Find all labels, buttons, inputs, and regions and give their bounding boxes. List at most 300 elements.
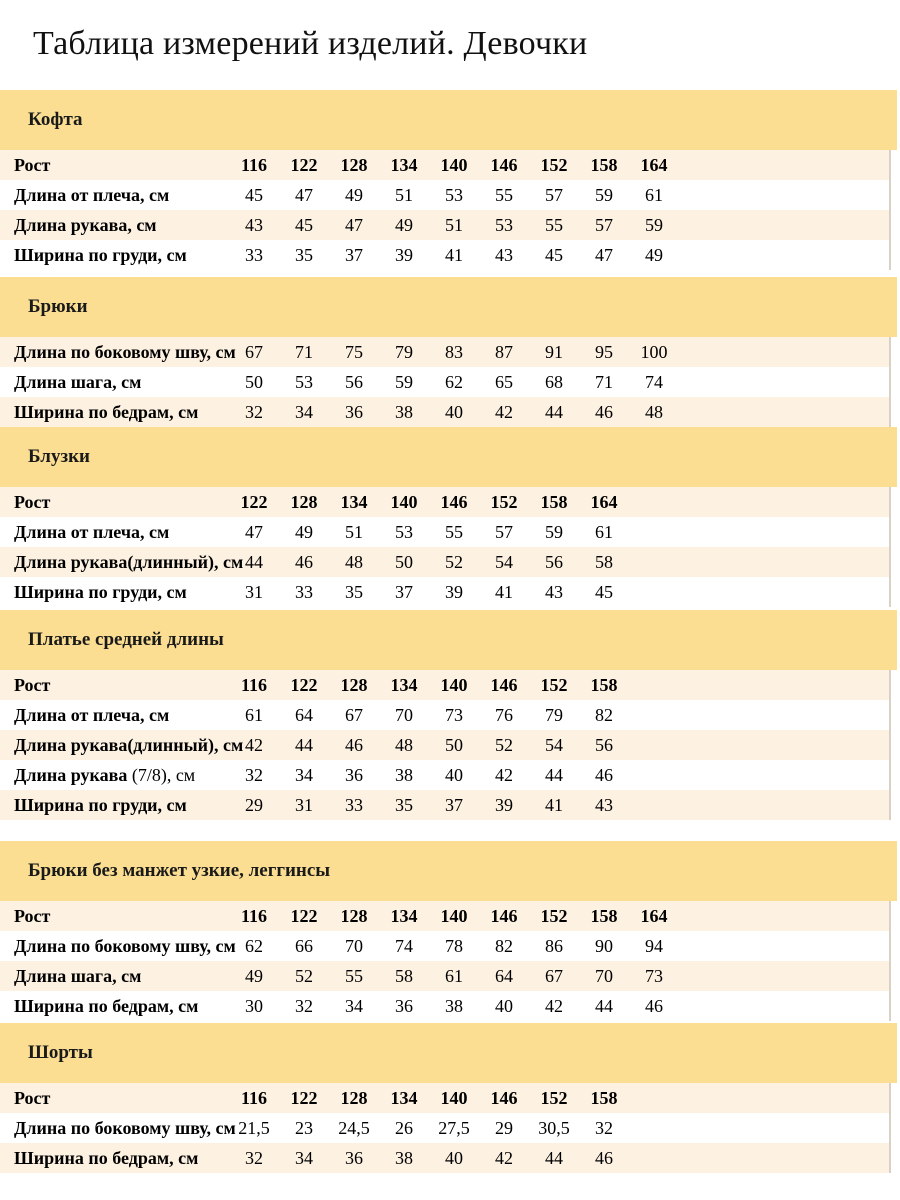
value-cell: 55 xyxy=(445,521,463,542)
value-cell: 40 xyxy=(445,401,463,422)
value-cell: 35 xyxy=(295,244,313,265)
value-cell: 76 xyxy=(495,704,513,725)
row-label xyxy=(0,931,236,961)
value-cell: 158 xyxy=(590,1087,618,1108)
value-cell: 82 xyxy=(495,935,513,956)
value-cell: 128 xyxy=(340,905,368,926)
value-cell: 36 xyxy=(345,401,363,422)
value-cell: 36 xyxy=(395,995,413,1016)
value-cell: 87 xyxy=(495,341,513,362)
value-cell: 116 xyxy=(240,905,267,926)
row-label-text: Ширина по груди, см xyxy=(14,794,187,815)
value-cell: 52 xyxy=(495,734,513,755)
row-filler xyxy=(629,760,890,790)
value-cell: 122 xyxy=(290,1087,318,1108)
row-label xyxy=(0,901,229,931)
value-cell: 59 xyxy=(595,184,613,205)
value-cell: 65 xyxy=(495,371,513,392)
value-cell: 44 xyxy=(295,734,313,755)
value-cell: 61 xyxy=(645,184,663,205)
table-row xyxy=(0,700,890,730)
value-cell: 52 xyxy=(445,551,463,572)
value-cell: 78 xyxy=(445,935,463,956)
value-cell: 39 xyxy=(445,581,463,602)
value-cell: 83 xyxy=(445,341,463,362)
section-title: Брюки xyxy=(28,296,88,317)
section-header-band xyxy=(0,90,897,150)
table-row xyxy=(0,180,890,210)
row-label-text: Рост xyxy=(14,1087,51,1108)
value-cell: 58 xyxy=(395,965,413,986)
height-header-row xyxy=(0,1083,890,1113)
value-cell: 32 xyxy=(245,401,263,422)
value-cell: 140 xyxy=(440,154,468,175)
value-cell: 73 xyxy=(645,965,663,986)
height-header-row xyxy=(0,670,890,700)
value-cell: 59 xyxy=(395,371,413,392)
row-label-text: Ширина по бедрам, см xyxy=(14,1147,199,1168)
value-cell: 53 xyxy=(445,184,463,205)
row-filler xyxy=(629,790,890,820)
value-cell: 41 xyxy=(545,794,563,815)
value-cell: 42 xyxy=(545,995,563,1016)
section-title: Платье средней длины xyxy=(28,629,224,650)
value-cell: 38 xyxy=(395,1147,413,1168)
value-cell: 158 xyxy=(590,905,618,926)
section-title: Брюки без манжет узкие, леггинсы xyxy=(28,860,331,881)
row-filler xyxy=(629,577,890,607)
page-title: Таблица измерений изделий. Девочки xyxy=(33,25,588,62)
row-label xyxy=(0,397,229,427)
value-cell: 57 xyxy=(595,214,613,235)
value-cell: 134 xyxy=(340,491,368,512)
value-cell: 62 xyxy=(445,371,463,392)
value-cell: 40 xyxy=(495,995,513,1016)
value-cell: 32 xyxy=(245,764,263,785)
value-cell: 24,5 xyxy=(338,1117,370,1138)
value-cell: 44 xyxy=(545,401,563,422)
measurement-section xyxy=(0,277,897,427)
value-cell: 52 xyxy=(295,965,313,986)
value-cell: 45 xyxy=(545,244,563,265)
value-cell: 45 xyxy=(295,214,313,235)
value-cell: 47 xyxy=(595,244,613,265)
value-cell: 152 xyxy=(540,154,568,175)
value-cell: 29 xyxy=(495,1117,513,1138)
value-cell: 64 xyxy=(495,965,513,986)
value-cell: 36 xyxy=(345,1147,363,1168)
row-label xyxy=(0,1113,236,1143)
value-cell: 39 xyxy=(495,794,513,815)
value-cell: 47 xyxy=(245,521,263,542)
value-cell: 70 xyxy=(595,965,613,986)
value-cell: 41 xyxy=(445,244,463,265)
value-cell: 55 xyxy=(545,214,563,235)
value-cell: 49 xyxy=(245,965,263,986)
table-row xyxy=(0,337,890,367)
value-cell: 23 xyxy=(295,1117,313,1138)
row-filler xyxy=(629,547,890,577)
value-cell: 32 xyxy=(295,995,313,1016)
row-label xyxy=(0,210,229,240)
value-cell: 49 xyxy=(395,214,413,235)
value-cell: 44 xyxy=(595,995,613,1016)
row-filler xyxy=(629,1143,890,1173)
value-cell: 164 xyxy=(640,154,668,175)
value-cell: 34 xyxy=(295,764,313,785)
measurement-section xyxy=(0,841,897,1021)
value-cell: 122 xyxy=(240,491,268,512)
value-cell: 51 xyxy=(445,214,463,235)
row-label-text: Длина рукава, см xyxy=(14,214,157,235)
value-cell: 146 xyxy=(490,1087,518,1108)
height-header-row xyxy=(0,487,890,517)
table-row xyxy=(0,1143,890,1173)
value-cell: 43 xyxy=(545,581,563,602)
value-cell: 50 xyxy=(245,371,263,392)
table-row xyxy=(0,210,890,240)
value-cell: 36 xyxy=(345,764,363,785)
row-filler xyxy=(679,150,890,180)
value-cell: 116 xyxy=(240,1087,267,1108)
value-cell: 100 xyxy=(640,341,668,362)
value-cell: 66 xyxy=(295,935,313,956)
section-header-band xyxy=(0,277,897,337)
table-row xyxy=(0,547,890,577)
row-label xyxy=(0,991,229,1021)
value-cell: 48 xyxy=(395,734,413,755)
row-filler xyxy=(629,517,890,547)
value-cell: 44 xyxy=(545,764,563,785)
value-cell: 46 xyxy=(595,764,613,785)
row-label xyxy=(0,760,229,790)
table-row xyxy=(0,961,890,991)
row-label xyxy=(0,1143,229,1173)
value-cell: 158 xyxy=(590,674,618,695)
row-filler xyxy=(679,961,890,991)
value-cell: 59 xyxy=(645,214,663,235)
row-label xyxy=(0,790,229,820)
row-label xyxy=(0,961,229,991)
value-cell: 152 xyxy=(540,1087,568,1108)
value-cell: 134 xyxy=(390,905,418,926)
value-cell: 33 xyxy=(245,244,263,265)
row-filler xyxy=(679,337,890,367)
height-header-row xyxy=(0,150,890,180)
value-cell: 34 xyxy=(345,995,363,1016)
value-cell: 82 xyxy=(595,704,613,725)
value-cell: 34 xyxy=(295,1147,313,1168)
value-cell: 55 xyxy=(345,965,363,986)
row-filler xyxy=(629,487,890,517)
value-cell: 79 xyxy=(545,704,563,725)
value-cell: 46 xyxy=(595,1147,613,1168)
value-cell: 67 xyxy=(345,704,363,725)
row-filler xyxy=(679,397,890,427)
value-cell: 50 xyxy=(395,551,413,572)
value-cell: 58 xyxy=(595,551,613,572)
value-cell: 42 xyxy=(495,764,513,785)
value-cell: 54 xyxy=(545,734,563,755)
row-label-text: Ширина по груди, см xyxy=(14,581,187,602)
section-title: Шорты xyxy=(28,1042,93,1063)
value-cell: 86 xyxy=(545,935,563,956)
value-cell: 45 xyxy=(245,184,263,205)
value-cell: 152 xyxy=(540,674,568,695)
value-cell: 61 xyxy=(595,521,613,542)
value-cell: 46 xyxy=(345,734,363,755)
value-cell: 31 xyxy=(295,794,313,815)
row-filler xyxy=(629,730,890,760)
value-cell: 26 xyxy=(395,1117,413,1138)
table-row xyxy=(0,240,890,270)
value-cell: 74 xyxy=(645,371,663,392)
row-label xyxy=(0,367,229,397)
value-cell: 39 xyxy=(395,244,413,265)
value-cell: 91 xyxy=(545,341,563,362)
table-row xyxy=(0,991,890,1021)
value-cell: 35 xyxy=(345,581,363,602)
value-cell: 67 xyxy=(545,965,563,986)
value-cell: 54 xyxy=(495,551,513,572)
row-label-note: (7/8), см xyxy=(127,764,196,785)
value-cell: 37 xyxy=(395,581,413,602)
value-cell: 40 xyxy=(445,1147,463,1168)
value-cell: 53 xyxy=(295,371,313,392)
value-cell: 47 xyxy=(345,214,363,235)
row-label xyxy=(0,670,229,700)
value-cell: 140 xyxy=(390,491,418,512)
value-cell: 128 xyxy=(290,491,318,512)
row-label-text: Длина по боковому шву, см xyxy=(14,935,236,956)
value-cell: 146 xyxy=(440,491,468,512)
value-cell: 140 xyxy=(440,905,468,926)
table-row xyxy=(0,790,890,820)
value-cell: 48 xyxy=(345,551,363,572)
value-cell: 47 xyxy=(295,184,313,205)
value-cell: 56 xyxy=(545,551,563,572)
value-cell: 67 xyxy=(245,341,263,362)
value-cell: 164 xyxy=(640,905,668,926)
value-cell: 42 xyxy=(495,1147,513,1168)
value-cell: 43 xyxy=(245,214,263,235)
value-cell: 116 xyxy=(240,154,267,175)
row-label xyxy=(0,337,236,367)
row-filler xyxy=(679,240,890,270)
row-label-text: Ширина по груди, см xyxy=(14,244,187,265)
row-label xyxy=(0,1083,229,1113)
measurement-section xyxy=(0,1023,897,1173)
value-cell: 50 xyxy=(445,734,463,755)
value-cell: 53 xyxy=(395,521,413,542)
measurements-table xyxy=(0,487,891,607)
row-filler xyxy=(679,210,890,240)
value-cell: 21,5 xyxy=(238,1117,270,1138)
value-cell: 42 xyxy=(245,734,263,755)
row-label-text: Длина от плеча, см xyxy=(14,184,170,205)
row-label xyxy=(0,240,229,270)
row-label-text: Рост xyxy=(14,491,51,512)
row-label-text: Длина рукава xyxy=(14,764,128,785)
value-cell: 30,5 xyxy=(538,1117,570,1138)
value-cell: 38 xyxy=(395,401,413,422)
row-filler xyxy=(679,991,890,1021)
row-label xyxy=(0,700,229,730)
value-cell: 95 xyxy=(595,341,613,362)
value-cell: 71 xyxy=(595,371,613,392)
row-label-text: Длина от плеча, см xyxy=(14,521,170,542)
value-cell: 128 xyxy=(340,1087,368,1108)
value-cell: 51 xyxy=(395,184,413,205)
value-cell: 158 xyxy=(540,491,568,512)
row-label-text: Длина по боковому шву, см xyxy=(14,341,236,362)
measurement-section xyxy=(0,427,897,607)
value-cell: 134 xyxy=(390,154,418,175)
value-cell: 33 xyxy=(295,581,313,602)
value-cell: 75 xyxy=(345,341,363,362)
measurement-section xyxy=(0,90,897,270)
value-cell: 122 xyxy=(290,154,318,175)
value-cell: 37 xyxy=(345,244,363,265)
value-cell: 79 xyxy=(395,341,413,362)
row-label-text: Длина рукава(длинный), см xyxy=(14,734,244,755)
value-cell: 90 xyxy=(595,935,613,956)
value-cell: 56 xyxy=(345,371,363,392)
row-label xyxy=(0,730,244,760)
value-cell: 152 xyxy=(490,491,518,512)
value-cell: 59 xyxy=(545,521,563,542)
value-cell: 71 xyxy=(295,341,313,362)
value-cell: 32 xyxy=(595,1117,613,1138)
value-cell: 53 xyxy=(495,214,513,235)
row-filler xyxy=(679,931,890,961)
table-row xyxy=(0,517,890,547)
table-row xyxy=(0,577,890,607)
row-label xyxy=(0,517,229,547)
value-cell: 134 xyxy=(390,674,418,695)
value-cell: 33 xyxy=(345,794,363,815)
value-cell: 68 xyxy=(545,371,563,392)
value-cell: 70 xyxy=(395,704,413,725)
value-cell: 73 xyxy=(445,704,463,725)
section-header-band xyxy=(0,841,897,901)
value-cell: 61 xyxy=(245,704,263,725)
value-cell: 42 xyxy=(495,401,513,422)
row-filler xyxy=(629,1083,890,1113)
value-cell: 27,5 xyxy=(438,1117,470,1138)
value-cell: 164 xyxy=(590,491,618,512)
section-header-band xyxy=(0,1023,897,1083)
measurements-table xyxy=(0,150,891,270)
row-label xyxy=(0,577,229,607)
value-cell: 46 xyxy=(645,995,663,1016)
section-title: Блузки xyxy=(28,446,91,467)
measurements-table xyxy=(0,1083,891,1173)
value-cell: 32 xyxy=(245,1147,263,1168)
row-filler xyxy=(679,180,890,210)
row-label xyxy=(0,150,229,180)
value-cell: 74 xyxy=(395,935,413,956)
value-cell: 140 xyxy=(440,674,468,695)
value-cell: 146 xyxy=(490,154,518,175)
row-label xyxy=(0,547,244,577)
value-cell: 46 xyxy=(595,401,613,422)
row-label-text: Длина по боковому шву, см xyxy=(14,1117,236,1138)
sections-container xyxy=(0,90,900,1173)
value-cell: 57 xyxy=(495,521,513,542)
table-row xyxy=(0,397,890,427)
value-cell: 30 xyxy=(245,995,263,1016)
value-cell: 49 xyxy=(645,244,663,265)
value-cell: 44 xyxy=(545,1147,563,1168)
row-label-text: Длина шага, см xyxy=(14,965,142,986)
value-cell: 122 xyxy=(290,674,318,695)
value-cell: 146 xyxy=(490,674,518,695)
measurements-table xyxy=(0,337,891,427)
table-row xyxy=(0,931,890,961)
measurements-table xyxy=(0,901,891,1021)
value-cell: 61 xyxy=(445,965,463,986)
value-cell: 146 xyxy=(490,905,518,926)
value-cell: 49 xyxy=(295,521,313,542)
row-filler xyxy=(679,367,890,397)
value-cell: 140 xyxy=(440,1087,468,1108)
row-label-text: Длина от плеча, см xyxy=(14,704,170,725)
value-cell: 43 xyxy=(495,244,513,265)
value-cell: 128 xyxy=(340,154,368,175)
row-label-text: Ширина по бедрам, см xyxy=(14,401,199,422)
value-cell: 70 xyxy=(345,935,363,956)
value-cell: 134 xyxy=(390,1087,418,1108)
value-cell: 158 xyxy=(590,154,618,175)
value-cell: 35 xyxy=(395,794,413,815)
value-cell: 57 xyxy=(545,184,563,205)
value-cell: 46 xyxy=(295,551,313,572)
height-header-row xyxy=(0,901,890,931)
table-row xyxy=(0,367,890,397)
value-cell: 29 xyxy=(245,794,263,815)
value-cell: 62 xyxy=(245,935,263,956)
value-cell: 128 xyxy=(340,674,368,695)
row-label xyxy=(0,180,229,210)
value-cell: 38 xyxy=(395,764,413,785)
value-cell: 40 xyxy=(445,764,463,785)
table-row xyxy=(0,760,890,790)
table-row xyxy=(0,730,890,760)
value-cell: 38 xyxy=(445,995,463,1016)
value-cell: 41 xyxy=(495,581,513,602)
measurement-section xyxy=(0,610,897,820)
section-title: Кофта xyxy=(28,109,83,130)
value-cell: 34 xyxy=(295,401,313,422)
row-label-text: Рост xyxy=(14,674,51,695)
row-label-text: Ширина по бедрам, см xyxy=(14,995,199,1016)
row-filler xyxy=(629,670,890,700)
row-label-text: Рост xyxy=(14,905,51,926)
value-cell: 122 xyxy=(290,905,318,926)
row-label-text: Длина рукава(длинный), см xyxy=(14,551,244,572)
row-label-text: Рост xyxy=(14,154,51,175)
row-filler xyxy=(629,700,890,730)
value-cell: 94 xyxy=(645,935,663,956)
value-cell: 51 xyxy=(345,521,363,542)
table-row xyxy=(0,1113,890,1143)
section-header-band xyxy=(0,610,897,670)
value-cell: 44 xyxy=(245,551,263,572)
section-header-band xyxy=(0,427,897,487)
row-filler xyxy=(629,1113,890,1143)
value-cell: 49 xyxy=(345,184,363,205)
